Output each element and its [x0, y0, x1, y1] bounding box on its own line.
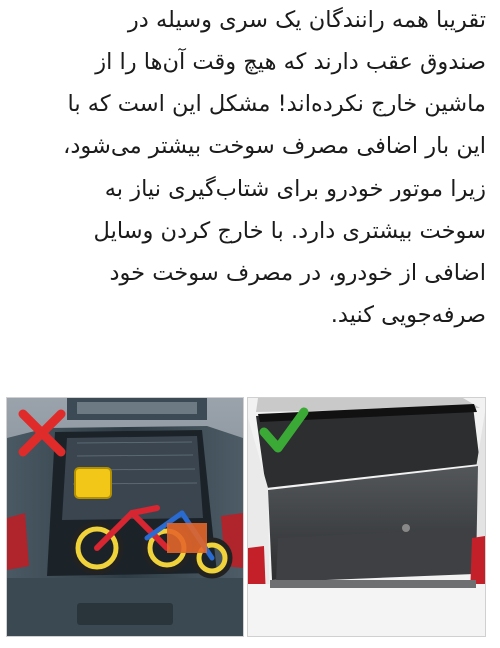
paragraph-line: این بار اضافی مصرف سوخت بیشتر می‌شود، — [63, 133, 486, 159]
paragraph-line: سوخت بیشتری دارد. با خارج کردن وسایل — [93, 218, 486, 244]
paragraph-line: صرفه‌جویی کنید. — [330, 302, 486, 328]
empty-trunk-illustration — [248, 398, 485, 636]
paragraph-line: اضافی از خودرو، در مصرف سوخت خود — [109, 260, 486, 286]
paragraph-line: ماشین خارج نکرده‌اند! مشکل این است که با — [67, 91, 486, 117]
cluttered-trunk-illustration — [7, 398, 243, 636]
paragraph-line: صندوق عقب دارند که هیچ وقت آن‌ها را از — [95, 49, 486, 75]
empty-trunk-photo — [247, 397, 486, 637]
paragraph-line: زیرا موتور خودرو برای شتاب‌گیری نیاز به — [104, 176, 486, 202]
paragraph-line: تقریبا همه رانندگان یک سری وسیله در — [127, 7, 486, 33]
cluttered-trunk-photo — [6, 397, 244, 637]
